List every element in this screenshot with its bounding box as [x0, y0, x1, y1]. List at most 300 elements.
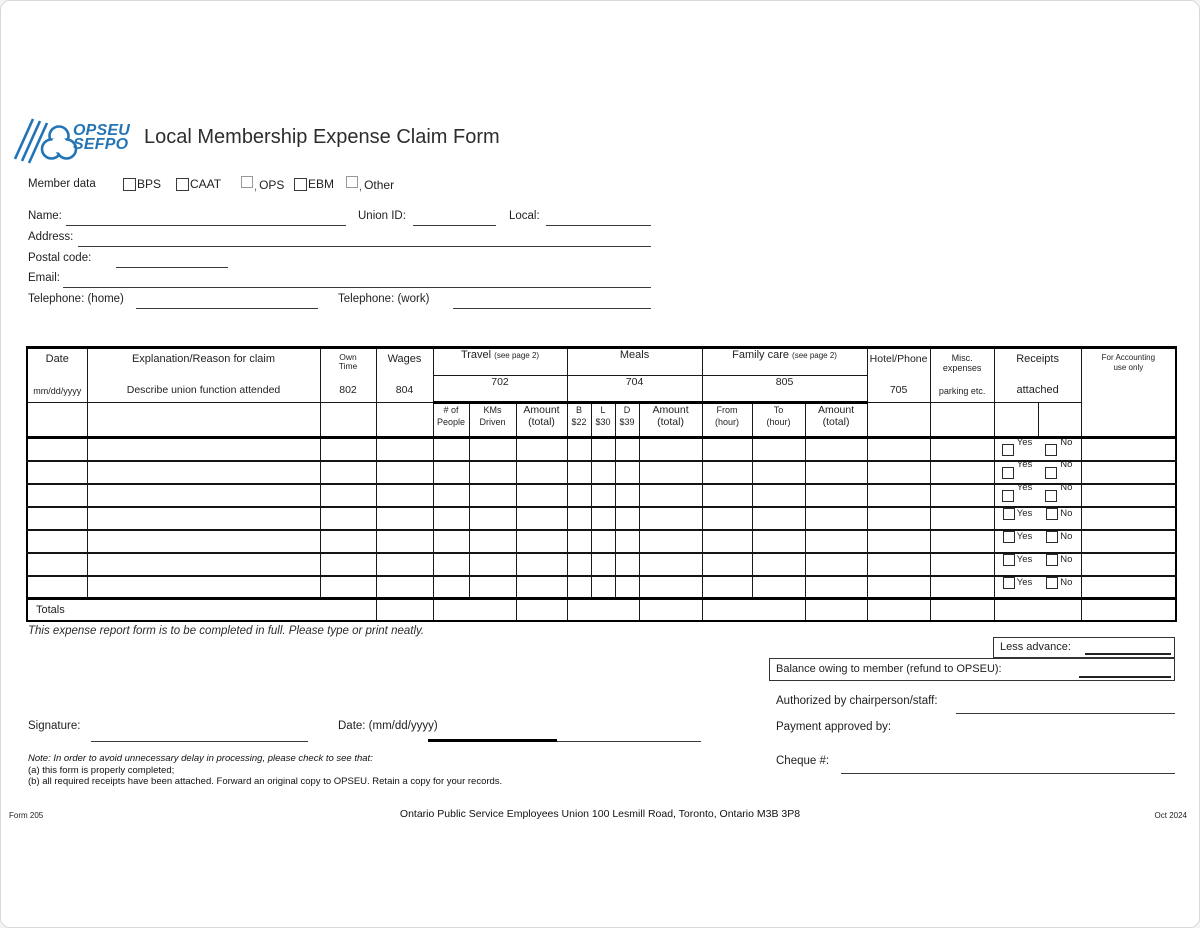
- authorized-by-label: Authorized by chairperson/staff:: [776, 695, 938, 707]
- own-time-cell: [320, 553, 376, 576]
- kms-cell: [469, 484, 516, 507]
- to-cell: [752, 461, 805, 484]
- b-cell: [567, 484, 591, 507]
- phone-home-input-line[interactable]: [136, 308, 318, 309]
- d-cell: [615, 553, 639, 576]
- subheader-breakfast: [567, 403, 591, 438]
- yes-label: Yes: [1016, 577, 1033, 588]
- family-care-header: Family care: [732, 349, 789, 361]
- wages-cell: [376, 484, 433, 507]
- checkbox-option-ebm[interactable]: [294, 177, 334, 191]
- expense-row: [27, 576, 1176, 599]
- own-time-code: 802: [339, 384, 357, 396]
- wages-cell: [376, 438, 433, 461]
- family-amount-cell: [805, 576, 867, 599]
- balance-owing-input-line[interactable]: [1079, 676, 1171, 678]
- expense-row: [27, 553, 1176, 576]
- totals-hotel-cell: [867, 599, 930, 621]
- wages-code: 804: [395, 384, 414, 396]
- cheque-number-label: Cheque #:: [776, 755, 830, 767]
- from-cell: [702, 530, 752, 553]
- date-cell: [27, 484, 87, 507]
- expense-row: [27, 507, 1176, 530]
- explanation-cell: [87, 530, 320, 553]
- yes-label: Yes: [1016, 483, 1033, 493]
- d-cell: [615, 507, 639, 530]
- opseu-logo-text: [73, 124, 130, 152]
- subheader-people: [433, 403, 469, 438]
- local-label: Local:: [509, 210, 540, 222]
- group-header-travel: [433, 348, 567, 376]
- explanation-header: Explanation/Reason for claim: [131, 353, 276, 365]
- to-cell: [752, 438, 805, 461]
- meals-code-cell: [567, 376, 702, 403]
- to-line1: To: [773, 405, 784, 415]
- processing-note-line2: (a) this form is properly completed;: [28, 764, 175, 776]
- union-id-label: Union ID:: [358, 210, 406, 222]
- processing-note-line1: Note: In order to avoid unnecessary delay in processing, please check to see that:: [28, 753, 373, 764]
- no-label: No: [1060, 554, 1073, 565]
- own-time-cell: [320, 461, 376, 484]
- comma-artifact: ,: [254, 181, 258, 193]
- travel-code: 702: [491, 376, 509, 388]
- name-input-line[interactable]: [66, 225, 346, 226]
- subheader-to-hour: [752, 403, 805, 438]
- travel-amount-cell: [516, 530, 567, 553]
- accounting-cell: [1081, 530, 1176, 553]
- receipts-subheader: attached: [1016, 384, 1059, 396]
- totals-wages-cell: [376, 599, 433, 621]
- subheader-kms: [469, 403, 516, 438]
- checkbox-option-bps[interactable]: [123, 177, 161, 191]
- cell: [1038, 403, 1081, 438]
- travel-amount-cell: [516, 461, 567, 484]
- to-cell: [752, 553, 805, 576]
- col-header-hotel-phone: [867, 348, 930, 403]
- from-cell: [702, 553, 752, 576]
- totals-family-amount-cell: [805, 599, 867, 621]
- totals-meals-bld-cell: [567, 599, 639, 621]
- family-amount-cell: [805, 507, 867, 530]
- hotel-cell: [867, 507, 930, 530]
- col-header-receipts: [994, 348, 1081, 403]
- misc-cell: [930, 576, 994, 599]
- name-label: Name:: [28, 210, 62, 222]
- d-cell: [615, 461, 639, 484]
- family-care-code-cell: [702, 376, 867, 403]
- no-checkbox[interactable]: [1045, 444, 1057, 456]
- no-checkbox[interactable]: [1045, 467, 1057, 479]
- member-data-label: Member data: [28, 178, 96, 190]
- no-label: No: [1060, 437, 1073, 448]
- receipts-cell: [994, 576, 1081, 599]
- ebm-label: EBM: [308, 177, 335, 191]
- date-header: Date: [45, 353, 69, 365]
- receipts-header: Receipts: [1016, 353, 1059, 365]
- subheader-travel-amount: [516, 403, 567, 438]
- totals-meals-amount-cell: [639, 599, 702, 621]
- receipts-no-option[interactable]: [1046, 462, 1072, 474]
- receipts-yes-option[interactable]: [1003, 508, 1033, 520]
- col-header-own-time: [320, 348, 376, 403]
- address-input-line[interactable]: [78, 246, 651, 247]
- receipts-yes-option[interactable]: [1003, 439, 1033, 451]
- no-label: No: [1060, 508, 1073, 519]
- no-checkbox[interactable]: [1046, 577, 1058, 589]
- lunch-rate: $30: [595, 417, 611, 427]
- expense-row: [27, 461, 1176, 484]
- kms-cell: [469, 576, 516, 599]
- checkbox-option-other[interactable]: [346, 177, 394, 193]
- people-cell: [433, 507, 469, 530]
- yes-checkbox[interactable]: [1003, 508, 1015, 520]
- from-cell: [702, 438, 752, 461]
- payment-approved-label: Payment approved by:: [776, 721, 892, 733]
- receipts-no-option[interactable]: [1046, 439, 1072, 451]
- yes-checkbox[interactable]: [1002, 490, 1014, 502]
- receipts-no-option[interactable]: [1046, 554, 1072, 566]
- no-checkbox[interactable]: [1046, 508, 1058, 520]
- yes-label: Yes: [1016, 508, 1033, 519]
- ebm-checkbox[interactable]: [294, 178, 307, 191]
- family-amount-cell: [805, 438, 867, 461]
- explanation-cell: [87, 461, 320, 484]
- form-number: Form 205: [9, 811, 44, 820]
- subheader-lunch: [591, 403, 615, 438]
- footer-address: Ontario Public Service Employees Union 100 Lesmill Road, Toronto, Ontario M3B 3P8: [399, 808, 801, 820]
- yes-checkbox[interactable]: [1002, 467, 1014, 479]
- cell: [930, 403, 994, 438]
- accounting-cell: [1081, 438, 1176, 461]
- amount-line2: (total): [528, 416, 555, 428]
- col-header-accounting: [1081, 348, 1176, 438]
- checkbox-option-caat[interactable]: [176, 177, 221, 191]
- wages-cell: [376, 576, 433, 599]
- yes-label: Yes: [1016, 531, 1033, 542]
- meals-amount-cell: [639, 576, 702, 599]
- to-line2: (hour): [766, 417, 791, 427]
- travel-amount-cell: [516, 576, 567, 599]
- totals-misc-cell: [930, 599, 994, 621]
- totals-family-hours-cell: [702, 599, 805, 621]
- cell: [87, 403, 320, 438]
- own-time-cell: [320, 530, 376, 553]
- travel-header: Travel: [460, 349, 492, 361]
- subheader-family-amount: [805, 403, 867, 438]
- completion-note: This expense report form is to be completed in full. Please type or print neatly.: [28, 625, 425, 637]
- kms-cell: [469, 530, 516, 553]
- no-label: No: [1060, 460, 1073, 470]
- travel-amount-cell: [516, 438, 567, 461]
- less-advance-input-line[interactable]: [1085, 653, 1171, 655]
- hotel-cell: [867, 576, 930, 599]
- accounting-header-line2: use only: [1113, 362, 1144, 372]
- misc-header-line2: expenses: [942, 363, 982, 373]
- yes-label: Yes: [1016, 460, 1033, 470]
- misc-cell: [930, 507, 994, 530]
- accounting-cell: [1081, 553, 1176, 576]
- l-cell: [591, 553, 615, 576]
- comma-artifact: ,: [359, 181, 363, 193]
- receipts-yes-option[interactable]: [1003, 462, 1033, 474]
- from-cell: [702, 507, 752, 530]
- cell: [867, 403, 930, 438]
- other-checkbox[interactable]: [346, 176, 358, 188]
- signature-date-input-line-bold[interactable]: [428, 739, 557, 742]
- kms-cell: [469, 438, 516, 461]
- hotel-phone-code: 705: [889, 384, 908, 396]
- family-amount-cell: [805, 530, 867, 553]
- to-cell: [752, 507, 805, 530]
- travel-see-page2: (see page 2): [494, 350, 540, 360]
- hotel-phone-header: Hotel/Phone: [869, 353, 928, 365]
- people-line2: People: [436, 417, 466, 427]
- group-header-family-care: [702, 348, 867, 376]
- col-header-explanation: [87, 348, 320, 403]
- cheque-number-input-line[interactable]: [841, 773, 1175, 774]
- receipts-yes-option[interactable]: [1003, 531, 1033, 543]
- no-checkbox[interactable]: [1046, 554, 1058, 566]
- people-cell: [433, 438, 469, 461]
- expense-row: [27, 438, 1176, 461]
- amount-line1: Amount: [817, 404, 855, 416]
- authorized-by-input-line[interactable]: [956, 713, 1175, 714]
- meals-amount-cell: [639, 530, 702, 553]
- b-cell: [567, 576, 591, 599]
- breakfast-letter: B: [576, 405, 583, 415]
- caat-label: CAAT: [190, 177, 222, 191]
- misc-cell: [930, 461, 994, 484]
- own-time-header: Own Time: [338, 352, 358, 371]
- cell: [320, 403, 376, 438]
- family-care-see-page2: (see page 2): [792, 350, 837, 360]
- own-time-cell: [320, 438, 376, 461]
- accounting-header-line1: For Accounting: [1101, 353, 1156, 362]
- d-cell: [615, 438, 639, 461]
- email-input-line[interactable]: [63, 287, 651, 288]
- totals-row: [27, 599, 1176, 621]
- people-cell: [433, 553, 469, 576]
- l-cell: [591, 507, 615, 530]
- family-amount-cell: [805, 484, 867, 507]
- no-checkbox[interactable]: [1045, 490, 1057, 502]
- family-care-code: 805: [775, 376, 794, 388]
- to-cell: [752, 530, 805, 553]
- misc-cell: [930, 484, 994, 507]
- meals-amount-cell: [639, 484, 702, 507]
- hotel-cell: [867, 553, 930, 576]
- travel-amount-cell: [516, 553, 567, 576]
- yes-checkbox[interactable]: [1003, 554, 1015, 566]
- col-header-misc: [930, 348, 994, 403]
- date-cell: [27, 507, 87, 530]
- d-cell: [615, 484, 639, 507]
- kms-cell: [469, 553, 516, 576]
- bps-label: BPS: [137, 177, 162, 191]
- explanation-cell: [87, 553, 320, 576]
- cell: [994, 403, 1038, 438]
- travel-amount-cell: [516, 507, 567, 530]
- totals-travel-amount-cell: [516, 599, 567, 621]
- l-cell: [591, 461, 615, 484]
- lunch-letter: L: [600, 405, 606, 415]
- bps-checkbox[interactable]: [123, 178, 136, 191]
- phone-work-label: Telephone: (work): [338, 293, 430, 305]
- address-label: Address:: [28, 231, 74, 243]
- to-cell: [752, 484, 805, 507]
- breakfast-rate: $22: [571, 417, 587, 427]
- b-cell: [567, 530, 591, 553]
- yes-checkbox[interactable]: [1003, 531, 1015, 543]
- no-checkbox[interactable]: [1046, 531, 1058, 543]
- from-line1: From: [716, 405, 738, 415]
- to-cell: [752, 576, 805, 599]
- totals-receipts-cell: [994, 599, 1081, 621]
- from-cell: [702, 484, 752, 507]
- people-cell: [433, 484, 469, 507]
- explanation-cell: [87, 576, 320, 599]
- wages-cell: [376, 553, 433, 576]
- processing-note: [28, 753, 502, 788]
- signature-label: Signature:: [28, 720, 81, 732]
- amount-line2: (total): [657, 416, 684, 428]
- postal-code-input-line[interactable]: [116, 267, 228, 268]
- hotel-cell: [867, 484, 930, 507]
- processing-note-line3: (b) all required receipts have been attached. Forward an original copy to OPSEU. Retain a copy for your records.: [28, 776, 503, 787]
- no-label: No: [1060, 577, 1073, 588]
- hotel-cell: [867, 438, 930, 461]
- cell: [376, 403, 433, 438]
- subheader-from-hour: [702, 403, 752, 438]
- no-label: No: [1060, 483, 1073, 493]
- ops-checkbox[interactable]: [241, 176, 253, 188]
- checkbox-option-ops[interactable]: [241, 177, 284, 193]
- kms-line1: KMs: [483, 405, 502, 415]
- receipts-cell: [994, 530, 1081, 553]
- receipts-no-option[interactable]: [1046, 485, 1072, 497]
- b-cell: [567, 461, 591, 484]
- wages-cell: [376, 507, 433, 530]
- subheader-meals-amount: [639, 403, 702, 438]
- b-cell: [567, 553, 591, 576]
- signature-input-line[interactable]: [91, 741, 308, 742]
- less-advance-label: Less advance:: [1000, 641, 1071, 653]
- local-input-line[interactable]: [546, 225, 651, 226]
- ops-label: OPS: [259, 178, 285, 192]
- yes-label: Yes: [1016, 554, 1033, 565]
- signature-date-label: Date: (mm/dd/yyyy): [338, 720, 438, 732]
- misc-cell: [930, 553, 994, 576]
- l-cell: [591, 438, 615, 461]
- meals-code: 704: [625, 376, 644, 388]
- b-cell: [567, 507, 591, 530]
- family-amount-cell: [805, 553, 867, 576]
- email-label: Email:: [28, 272, 60, 284]
- receipts-cell: [994, 507, 1081, 530]
- misc-cell: [930, 438, 994, 461]
- from-cell: [702, 576, 752, 599]
- phone-work-input-line[interactable]: [453, 308, 651, 309]
- amount-line1: Amount: [523, 404, 560, 416]
- l-cell: [591, 484, 615, 507]
- explanation-cell: [87, 507, 320, 530]
- wages-cell: [376, 530, 433, 553]
- receipts-no-option[interactable]: [1046, 531, 1072, 543]
- d-cell: [615, 576, 639, 599]
- hotel-cell: [867, 461, 930, 484]
- kms-line2: Driven: [479, 417, 506, 427]
- date-cell: [27, 576, 87, 599]
- opseu-logo: [13, 111, 130, 165]
- misc-cell: [930, 530, 994, 553]
- union-id-input-line[interactable]: [413, 225, 496, 226]
- meals-amount-cell: [639, 438, 702, 461]
- accounting-cell: [1081, 461, 1176, 484]
- people-cell: [433, 461, 469, 484]
- totals-accounting-cell: [1081, 599, 1176, 621]
- expense-table: [26, 346, 1177, 622]
- receipts-cell: [994, 461, 1081, 484]
- explanation-cell: [87, 438, 320, 461]
- misc-header-line3: parking etc.: [938, 386, 986, 396]
- col-header-date: [27, 348, 87, 403]
- people-cell: [433, 530, 469, 553]
- receipts-cell: [994, 484, 1081, 507]
- yes-label: Yes: [1016, 437, 1033, 448]
- receipts-cell: [994, 553, 1081, 576]
- receipts-yes-option[interactable]: [1003, 554, 1033, 566]
- wages-header: Wages: [387, 353, 422, 365]
- caat-checkbox[interactable]: [176, 178, 189, 191]
- from-line2: (hour): [715, 417, 740, 427]
- yes-checkbox[interactable]: [1002, 444, 1014, 456]
- l-cell: [591, 530, 615, 553]
- own-time-cell: [320, 576, 376, 599]
- receipts-yes-option[interactable]: [1003, 577, 1033, 589]
- phone-home-label: Telephone: (home): [28, 293, 124, 305]
- people-cell: [433, 576, 469, 599]
- travel-code-cell: [433, 376, 567, 403]
- expense-row: [27, 484, 1176, 507]
- own-time-cell: [320, 507, 376, 530]
- accounting-cell: [1081, 484, 1176, 507]
- family-amount-cell: [805, 461, 867, 484]
- accounting-cell: [1081, 576, 1176, 599]
- subheader-dinner: [615, 403, 639, 438]
- accounting-cell: [1081, 507, 1176, 530]
- expense-row: [27, 530, 1176, 553]
- no-label: No: [1060, 531, 1073, 542]
- date-cell: [27, 553, 87, 576]
- yes-checkbox[interactable]: [1003, 577, 1015, 589]
- meals-amount-cell: [639, 507, 702, 530]
- misc-header-line1: Misc.: [951, 353, 973, 363]
- receipts-no-option[interactable]: [1046, 577, 1072, 589]
- group-header-meals: [567, 348, 702, 376]
- date-cell: [27, 530, 87, 553]
- signature-date-input-line[interactable]: [557, 741, 701, 742]
- amount-line1: Amount: [652, 404, 689, 416]
- explanation-cell: [87, 484, 320, 507]
- kms-cell: [469, 461, 516, 484]
- explanation-subheader: Describe union function attended: [126, 384, 281, 396]
- opseu-logo-icon: [13, 111, 81, 165]
- logo-line1: OPSEU: [73, 122, 131, 139]
- receipts-yes-option[interactable]: [1003, 485, 1033, 497]
- receipts-no-option[interactable]: [1046, 508, 1072, 520]
- meals-amount-cell: [639, 461, 702, 484]
- hotel-cell: [867, 530, 930, 553]
